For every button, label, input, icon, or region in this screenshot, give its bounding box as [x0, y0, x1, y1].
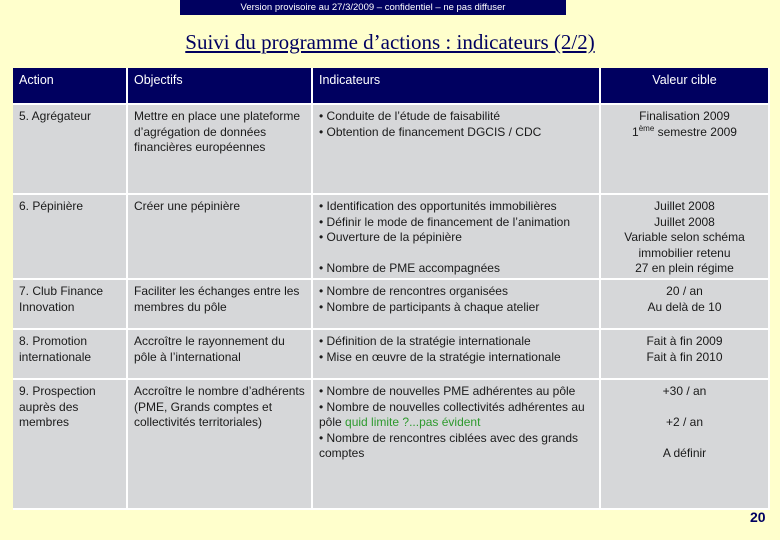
action-cell: 5. Agrégateur — [13, 104, 127, 194]
indicateurs-cell — [312, 279, 600, 329]
objectif-cell: Mettre en place une plateforme d’agrégation de données financières européennes — [127, 104, 312, 194]
value-line: immobilier retenu — [638, 245, 731, 260]
indicator-text: • Nombre de nouvelles collectivités adhérentes au pôle — [319, 399, 585, 429]
value-line: A définir — [662, 446, 707, 460]
indicator-line — [319, 400, 593, 431]
action-cell: 8. Promotion internationale — [13, 329, 127, 379]
valeur-cell — [600, 194, 769, 279]
value-line: Finalisation 2009 — [639, 109, 730, 123]
value-line: 27 en plein régime — [635, 261, 734, 275]
page-title: Suivi du programme d’actions : indicateurs (2/2) — [185, 30, 595, 54]
indicator-line: • Ouverture de la pépinière — [319, 230, 462, 244]
indicators-table — [13, 68, 770, 510]
value-ordinal: 1 — [632, 124, 639, 139]
indicator-line: • Nombre de rencontres ciblées avec des grands comptes — [319, 430, 579, 460]
value-line: 20 / an — [666, 284, 703, 298]
value-line — [607, 125, 762, 141]
value-line: Au delà de 10 — [647, 299, 722, 314]
value-line: Fait à fin 2009 — [646, 334, 723, 348]
indicator-line: • Définition de la stratégie internationale — [319, 334, 531, 348]
valeur-cell — [600, 104, 769, 194]
spacer — [607, 400, 762, 416]
header-valeur-cible: Valeur cible — [600, 68, 769, 104]
action-cell: 6. Pépinière — [13, 194, 127, 279]
indicateurs-cell — [312, 104, 600, 194]
indicator-line: • Nombre de participants à chaque atelier — [319, 299, 540, 314]
indicator-line: • Nombre de nouvelles PME adhérentes au pôle — [319, 384, 576, 398]
table-row — [13, 379, 769, 509]
indicator-line: • Obtention de financement DGCIS / CDC — [319, 124, 542, 139]
value-rest: semestre 2009 — [654, 124, 737, 139]
action-cell: 9. Prospection auprès des membres — [13, 379, 127, 509]
objectif-cell: Créer une pépinière — [127, 194, 312, 279]
indicator-line: • Mise en œuvre de la stratégie internationale — [319, 349, 561, 364]
indicator-line: • Nombre de PME accompagnées — [319, 261, 500, 275]
indicateurs-cell — [312, 379, 600, 509]
valeur-cell — [600, 329, 769, 379]
spacer — [319, 246, 593, 262]
header-action: Action — [13, 68, 127, 104]
spacer — [607, 431, 762, 447]
header-indicateurs: Indicateurs — [312, 68, 600, 104]
table-header-row — [13, 68, 769, 104]
indicator-line: • Définir le mode de financement de l’animation — [319, 214, 571, 229]
value-line: +30 / an — [662, 384, 707, 398]
confidentiality-banner: Version provisoire au 27/3/2009 – confidentiel – ne pas diffuser — [180, 0, 566, 15]
value-line: +2 / an — [665, 415, 704, 429]
valeur-cell — [600, 379, 769, 509]
indicateurs-cell — [312, 194, 600, 279]
indicator-line: • Conduite de l’étude de faisabilité — [319, 109, 500, 123]
value-line: Juillet 2008 — [654, 199, 715, 213]
indicateurs-cell — [312, 329, 600, 379]
action-cell: 7. Club Finance Innovation — [13, 279, 127, 329]
header-objectifs: Objectifs — [127, 68, 312, 104]
objectif-cell: Faciliter les échanges entre les membres du pôle — [127, 279, 312, 329]
value-line: Fait à fin 2010 — [646, 349, 723, 364]
objectif-cell: Accroître le rayonnement du pôle à l’international — [127, 329, 312, 379]
value-line: Variable selon schéma — [624, 230, 745, 244]
indicator-line: • Identification des opportunités immobilières — [319, 199, 557, 213]
objectif-cell: Accroître le nombre d’adhérents (PME, Grands comptes et collectivités territoriales) — [127, 379, 312, 509]
table-row — [13, 329, 769, 379]
valeur-cell — [600, 279, 769, 329]
table-row — [13, 104, 769, 194]
table-row — [13, 279, 769, 329]
page-number: 20 — [750, 509, 766, 525]
table-row — [13, 194, 769, 279]
indicator-note: quid limite ?...pas évident — [345, 415, 481, 429]
value-line: Juillet 2008 — [654, 214, 715, 229]
indicator-line: • Nombre de rencontres organisées — [319, 284, 508, 298]
value-ordinal-suffix: ème — [638, 123, 655, 133]
